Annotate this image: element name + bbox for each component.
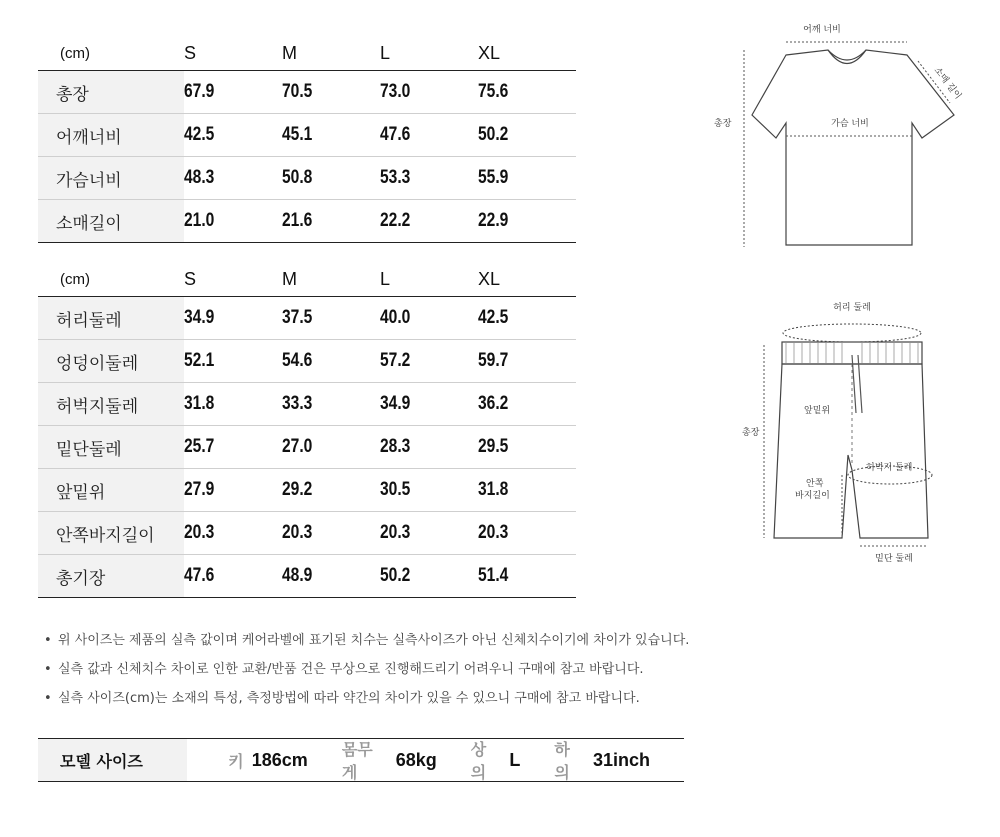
- unit-label: (cm): [38, 262, 184, 297]
- row-label: 엉덩이둘레: [38, 340, 184, 383]
- bottom-size-label: 하의: [554, 740, 570, 782]
- note-text: 실측 값과 신체치수 차이로 인한 교환/반품 건은 무상으로 진행해드리기 어려우니 구매에 참고 바랍니다.: [58, 662, 644, 677]
- size-value: 48.3: [184, 157, 264, 200]
- shoulder-width-label: 어깨 너비: [803, 25, 841, 35]
- size-header: S: [184, 262, 282, 297]
- size-header: L: [380, 36, 478, 71]
- size-header: M: [282, 36, 380, 71]
- row-label: 소매길이: [38, 200, 184, 243]
- size-value: 21.0: [184, 200, 264, 243]
- table-row: [38, 469, 576, 512]
- sleeve-length-label: 소매 길이: [931, 65, 963, 102]
- size-value: 29.2: [282, 469, 362, 512]
- size-value: 34.9: [380, 383, 460, 426]
- row-label: 밑단둘레: [38, 426, 184, 469]
- bottom-size-table: [38, 262, 576, 598]
- waist-label: 허리 둘레: [833, 303, 871, 313]
- table-header-row: [38, 36, 576, 71]
- table-row: [38, 512, 576, 555]
- size-value: 22.2: [380, 200, 460, 243]
- notes-list: [44, 632, 689, 719]
- size-value: 30.5: [380, 469, 460, 512]
- size-value: 50.8: [282, 157, 362, 200]
- size-value: 50.2: [478, 114, 558, 157]
- row-label: 허리둘레: [38, 297, 184, 340]
- height-label: 키: [228, 751, 244, 771]
- size-value: 45.1: [282, 114, 362, 157]
- size-value: 33.3: [282, 383, 362, 426]
- size-value: 47.6: [380, 114, 460, 157]
- size-value: 37.5: [282, 297, 362, 340]
- size-value: 47.6: [184, 555, 264, 598]
- size-value: 42.5: [184, 114, 264, 157]
- size-value: 53.3: [380, 157, 460, 200]
- size-value: 22.9: [478, 200, 558, 243]
- inseam-label-1: 안쪽: [806, 479, 824, 489]
- hem-label: 밑단 둘레: [875, 554, 913, 564]
- row-label: 가슴너비: [38, 157, 184, 200]
- top-size-table: [38, 36, 576, 243]
- tshirt-outline: [752, 50, 954, 245]
- size-value: 48.9: [282, 555, 362, 598]
- thigh-label: 허벅지 둘레: [866, 463, 913, 473]
- size-value: 50.2: [380, 555, 460, 598]
- chest-width-label: 가슴 너비: [831, 119, 869, 129]
- size-value: 20.3: [478, 512, 558, 555]
- top-size-label: 상의: [470, 740, 487, 782]
- size-header: XL: [478, 262, 576, 297]
- note-text: 실측 사이즈(cm)는 소재의 특성, 측정방법에 따라 약간의 차이가 있을 수 있으니 구매에 참고 바랍니다.: [58, 691, 640, 706]
- note-item: • 실측 사이즈(cm)는 소재의 특성, 측정방법에 따라 약간의 차이가 있을 수 있으니 구매에 참고 바랍니다.: [44, 691, 640, 706]
- size-value: 31.8: [184, 383, 264, 426]
- row-label: 어깨너비: [38, 114, 184, 157]
- size-value: 29.5: [478, 426, 558, 469]
- size-value: 73.0: [380, 71, 460, 114]
- size-value: 55.9: [478, 157, 558, 200]
- size-value: 52.1: [184, 340, 264, 383]
- size-value: 51.4: [478, 555, 558, 598]
- size-value: 67.9: [184, 71, 264, 114]
- size-header: XL: [478, 36, 576, 71]
- table-header-row: [38, 262, 576, 297]
- size-value: 36.2: [478, 383, 558, 426]
- table-row: [38, 200, 576, 243]
- note-item: • 위 사이즈는 제품의 실측 값이며 케어라벨에 표기된 치수는 실측사이즈가 아닌 신체치수이기에 차이가 있습니다.: [44, 633, 690, 648]
- size-header: M: [282, 262, 380, 297]
- size-value: 21.6: [282, 200, 362, 243]
- size-value: 27.9: [184, 469, 264, 512]
- waist-measure: [783, 324, 921, 342]
- row-label: 안쪽바지길이: [38, 512, 184, 555]
- note-item: • 실측 값과 신체치수 차이로 인한 교환/반품 건은 무상으로 진행해드리기 어려우니 구매에 참고 바랍니다.: [44, 662, 644, 677]
- size-header: L: [380, 262, 478, 297]
- table-row: [38, 426, 576, 469]
- size-value: 27.0: [282, 426, 362, 469]
- inseam-label-2: 바지길이: [795, 491, 830, 501]
- front-rise-label: 앞밑위: [804, 406, 831, 416]
- shorts-diagram: [730, 295, 960, 575]
- size-value: 34.9: [184, 297, 264, 340]
- table-row: [38, 297, 576, 340]
- table-row: [38, 383, 576, 426]
- row-label: 총장: [38, 71, 184, 114]
- size-value: 20.3: [380, 512, 460, 555]
- table-row: [38, 555, 576, 598]
- table-row: [38, 340, 576, 383]
- total-length-label: 총장: [714, 119, 732, 129]
- table-row: [38, 157, 576, 200]
- row-label: 총기장: [38, 555, 184, 598]
- weight-label: 몸무게: [341, 740, 373, 782]
- size-value: 57.2: [380, 340, 460, 383]
- row-label: 앞밑위: [38, 469, 184, 512]
- size-value: 59.7: [478, 340, 558, 383]
- size-value: 75.6: [478, 71, 558, 114]
- size-value: 20.3: [282, 512, 362, 555]
- model-size-title: 모델 사이즈: [38, 739, 187, 781]
- note-text: 위 사이즈는 제품의 실측 값이며 케어라벨에 표기된 치수는 실측사이즈가 아닌 신체치수이기에 차이가 있습니다.: [58, 633, 690, 648]
- weight-value: 68kg: [395, 749, 437, 770]
- size-value: 20.3: [184, 512, 264, 555]
- model-size-bar: [38, 738, 684, 782]
- shorts-outline: [774, 364, 928, 538]
- tshirt-collar: [828, 50, 866, 64]
- table-row: [38, 71, 576, 114]
- table-row: [38, 114, 576, 157]
- height-value: 186cm: [251, 749, 308, 770]
- size-value: 42.5: [478, 297, 558, 340]
- row-label: 허벅지둘레: [38, 383, 184, 426]
- tshirt-diagram: [700, 15, 970, 255]
- unit-label: (cm): [38, 36, 184, 71]
- bottom-size-value: 31inch: [592, 749, 650, 770]
- top-size-value: L: [509, 749, 521, 770]
- size-value: 40.0: [380, 297, 460, 340]
- size-value: 25.7: [184, 426, 264, 469]
- size-value: 28.3: [380, 426, 460, 469]
- size-value: 54.6: [282, 340, 362, 383]
- size-value: 31.8: [478, 469, 558, 512]
- size-value: 70.5: [282, 71, 362, 114]
- pants-length-label: 총장: [742, 428, 760, 438]
- size-header: S: [184, 36, 282, 71]
